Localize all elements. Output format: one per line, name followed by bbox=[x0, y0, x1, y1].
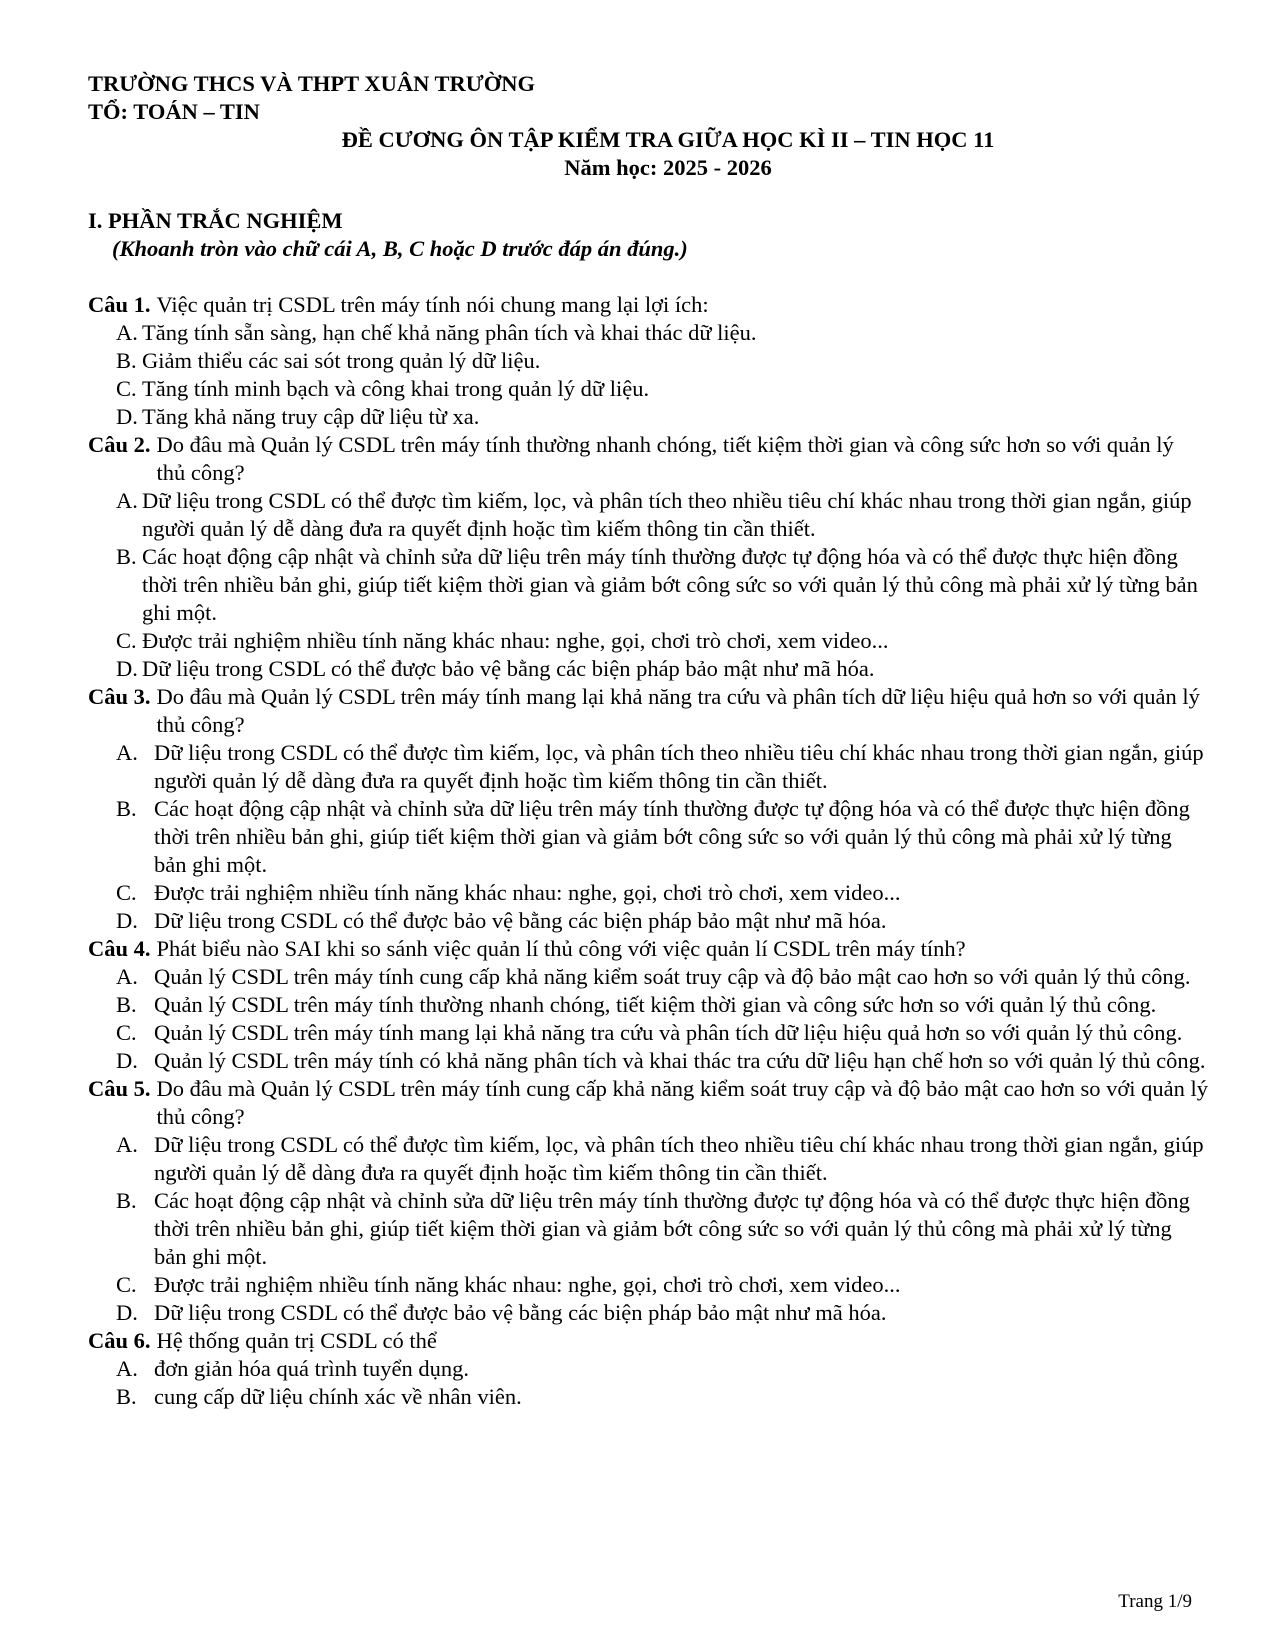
option-letter: D. bbox=[116, 1300, 138, 1325]
question-3 bbox=[88, 683, 1208, 935]
option-letter: D. bbox=[116, 908, 138, 933]
option-text: Dữ liệu trong CSDL có thể được tìm kiếm, lọc, và phân tích theo nhiều tiêu chí khác nhau trong thời gian ngắn, giúp người quản lý dễ dàng đưa ra quyết định hoặc tìm kiếm thông tin cần thiết. bbox=[142, 488, 1192, 541]
question-text: Do đâu mà Quản lý CSDL trên máy tính thường nhanh chóng, tiết kiệm thời gian và công sức hơn so với quản lý thủ công? bbox=[156, 432, 1174, 485]
option-letter: B. bbox=[116, 1188, 137, 1213]
option-text: cung cấp dữ liệu chính xác về nhân viên. bbox=[154, 1384, 522, 1409]
option-text: Tăng tính sẵn sàng, hạn chế khả năng phân tích và khai thác dữ liệu. bbox=[142, 320, 757, 345]
option-text: Được trải nghiệm nhiều tính năng khác nhau: nghe, gọi, chơi trò chơi, xem video... bbox=[154, 1272, 901, 1297]
option-a[interactable] bbox=[116, 963, 1208, 991]
option-text: Được trải nghiệm nhiều tính năng khác nhau: nghe, gọi, chơi trò chơi, xem video... bbox=[154, 880, 901, 905]
option-b[interactable] bbox=[116, 1187, 1208, 1271]
question-text: Hệ thống quản trị CSDL có thể bbox=[156, 1328, 437, 1353]
option-text: Các hoạt động cập nhật và chỉnh sửa dữ liệu trên máy tính thường được tự động hóa và có thể được thực hiện đồng thời trên nhiều bản ghi, giúp tiết kiệm thời gian và giảm bớt công sức so với quản lý thủ công mà phải xử lý từng bản ghi một. bbox=[142, 544, 1198, 625]
option-letter: B. bbox=[116, 348, 137, 373]
option-letter: B. bbox=[116, 796, 137, 821]
option-letter: A. bbox=[116, 320, 138, 345]
option-b[interactable] bbox=[116, 795, 1208, 879]
option-letter: A. bbox=[116, 488, 138, 513]
question-text: Phát biểu nào SAI khi so sánh việc quản lí thủ công với việc quản lí CSDL trên máy tính? bbox=[156, 936, 966, 961]
option-text: Tăng tính minh bạch và công khai trong quản lý dữ liệu. bbox=[142, 376, 650, 401]
option-c[interactable] bbox=[116, 375, 1208, 403]
school-name: TRƯỜNG THCS VÀ THPT XUÂN TRƯỜNG bbox=[88, 71, 535, 96]
document-page bbox=[88, 70, 1208, 1411]
question-number: Câu 4. bbox=[88, 936, 151, 961]
option-a[interactable] bbox=[116, 487, 1208, 543]
section-title: I. PHẦN TRẮC NGHIỆM bbox=[88, 208, 343, 233]
option-letter: A. bbox=[116, 740, 138, 765]
option-letter: C. bbox=[116, 628, 137, 653]
option-d[interactable] bbox=[116, 1047, 1208, 1075]
option-letter: B. bbox=[116, 1384, 137, 1409]
option-d[interactable] bbox=[116, 655, 1208, 683]
option-text: Các hoạt động cập nhật và chỉnh sửa dữ liệu trên máy tính thường được tự động hóa và có thể được thực hiện đồng thời trên nhiều bản ghi, giúp tiết kiệm thời gian và giảm bớt công sức so với quản lý thủ công mà phải xử lý từng bản ghi một. bbox=[154, 1188, 1190, 1269]
question-text: Do đâu mà Quản lý CSDL trên máy tính mang lại khả năng tra cứu và phân tích dữ liệu hiệu quả hơn so với quản lý thủ công? bbox=[156, 684, 1200, 737]
option-text: Giảm thiểu các sai sót trong quản lý dữ liệu. bbox=[142, 348, 541, 373]
option-letter: C. bbox=[116, 376, 137, 401]
document-title: ĐỀ CƯƠNG ÔN TẬP KIỂM TRA GIỮA HỌC KÌ II – TIN HỌC 11 bbox=[341, 127, 995, 152]
option-a[interactable] bbox=[116, 1355, 1208, 1383]
option-text: Quản lý CSDL trên máy tính có khả năng phân tích và khai thác tra cứu dữ liệu hạn chế hơn so với quản lý thủ công. bbox=[154, 1048, 1206, 1073]
option-text: Dữ liệu trong CSDL có thể được bảo vệ bằng các biện pháp bảo mật như mã hóa. bbox=[142, 656, 875, 681]
option-letter: B. bbox=[116, 544, 137, 569]
school-year: Năm học: 2025 - 2026 bbox=[564, 155, 772, 180]
option-letter: D. bbox=[116, 1048, 138, 1073]
option-letter: A. bbox=[116, 1132, 138, 1157]
option-b[interactable] bbox=[116, 991, 1208, 1019]
section-instruction: (Khoanh tròn vào chữ cái A, B, C hoặc D trước đáp án đúng.) bbox=[112, 236, 688, 261]
option-d[interactable] bbox=[116, 1299, 1208, 1327]
question-2 bbox=[88, 431, 1208, 683]
option-text: Các hoạt động cập nhật và chỉnh sửa dữ liệu trên máy tính thường được tự động hóa và có thể được thực hiện đồng thời trên nhiều bản ghi, giúp tiết kiệm thời gian và giảm bớt công sức so với quản lý thủ công mà phải xử lý từng bản ghi một. bbox=[154, 796, 1190, 877]
question-number: Câu 1. bbox=[88, 292, 151, 317]
option-a[interactable] bbox=[116, 1131, 1208, 1187]
question-number: Câu 5. bbox=[88, 1076, 151, 1101]
option-letter: A. bbox=[116, 1356, 138, 1381]
option-letter: D. bbox=[116, 656, 138, 681]
option-letter: C. bbox=[116, 880, 137, 905]
option-b[interactable] bbox=[116, 1383, 1208, 1411]
option-a[interactable] bbox=[116, 739, 1208, 795]
question-number: Câu 6. bbox=[88, 1328, 151, 1353]
question-4 bbox=[88, 935, 1208, 1075]
department-name: TỔ: TOÁN – TIN bbox=[88, 99, 260, 124]
option-text: Tăng khả năng truy cập dữ liệu từ xa. bbox=[142, 404, 480, 429]
option-c[interactable] bbox=[116, 627, 1208, 655]
option-c[interactable] bbox=[116, 1019, 1208, 1047]
question-6 bbox=[88, 1327, 1208, 1411]
option-c[interactable] bbox=[116, 1271, 1208, 1299]
option-text: Quản lý CSDL trên máy tính thường nhanh chóng, tiết kiệm thời gian và công sức hơn so với quản lý thủ công. bbox=[154, 992, 1157, 1017]
option-c[interactable] bbox=[116, 879, 1208, 907]
option-text: Dữ liệu trong CSDL có thể được bảo vệ bằng các biện pháp bảo mật như mã hóa. bbox=[154, 1300, 887, 1325]
question-1 bbox=[88, 291, 1208, 431]
option-text: Quản lý CSDL trên máy tính cung cấp khả năng kiểm soát truy cập và độ bảo mật cao hơn so với quản lý thủ công. bbox=[154, 964, 1191, 989]
option-text: Được trải nghiệm nhiều tính năng khác nhau: nghe, gọi, chơi trò chơi, xem video... bbox=[142, 628, 889, 653]
option-text: Quản lý CSDL trên máy tính mang lại khả năng tra cứu và phân tích dữ liệu hiệu quả hơn so với quản lý thủ công. bbox=[154, 1020, 1183, 1045]
option-letter: B. bbox=[116, 992, 137, 1017]
option-b[interactable] bbox=[116, 543, 1208, 627]
question-number: Câu 2. bbox=[88, 432, 151, 457]
option-letter: C. bbox=[116, 1272, 137, 1297]
question-list bbox=[88, 291, 1208, 1411]
option-text: Dữ liệu trong CSDL có thể được tìm kiếm, lọc, và phân tích theo nhiều tiêu chí khác nhau trong thời gian ngắn, giúp người quản lý dễ dàng đưa ra quyết định hoặc tìm kiếm thông tin cần thiết. bbox=[154, 740, 1204, 793]
option-letter: A. bbox=[116, 964, 138, 989]
option-text: Dữ liệu trong CSDL có thể được tìm kiếm, lọc, và phân tích theo nhiều tiêu chí khác nhau trong thời gian ngắn, giúp người quản lý dễ dàng đưa ra quyết định hoặc tìm kiếm thông tin cần thiết. bbox=[154, 1132, 1204, 1185]
question-5 bbox=[88, 1075, 1208, 1327]
option-letter: D. bbox=[116, 404, 138, 429]
option-text: Dữ liệu trong CSDL có thể được bảo vệ bằng các biện pháp bảo mật như mã hóa. bbox=[154, 908, 887, 933]
option-text: đơn giản hóa quá trình tuyển dụng. bbox=[154, 1356, 469, 1381]
option-a[interactable] bbox=[116, 319, 1208, 347]
option-d[interactable] bbox=[116, 907, 1208, 935]
question-text: Việc quản trị CSDL trên máy tính nói chung mang lại lợi ích: bbox=[156, 292, 709, 317]
question-number: Câu 3. bbox=[88, 684, 151, 709]
option-letter: C. bbox=[116, 1020, 137, 1045]
option-d[interactable] bbox=[116, 403, 1208, 431]
question-text: Do đâu mà Quản lý CSDL trên máy tính cung cấp khả năng kiểm soát truy cập và độ bảo mật cao hơn so với quản lý thủ công? bbox=[156, 1076, 1208, 1129]
option-b[interactable] bbox=[116, 347, 1208, 375]
page-number: Trang 1/9 bbox=[1118, 1591, 1192, 1612]
